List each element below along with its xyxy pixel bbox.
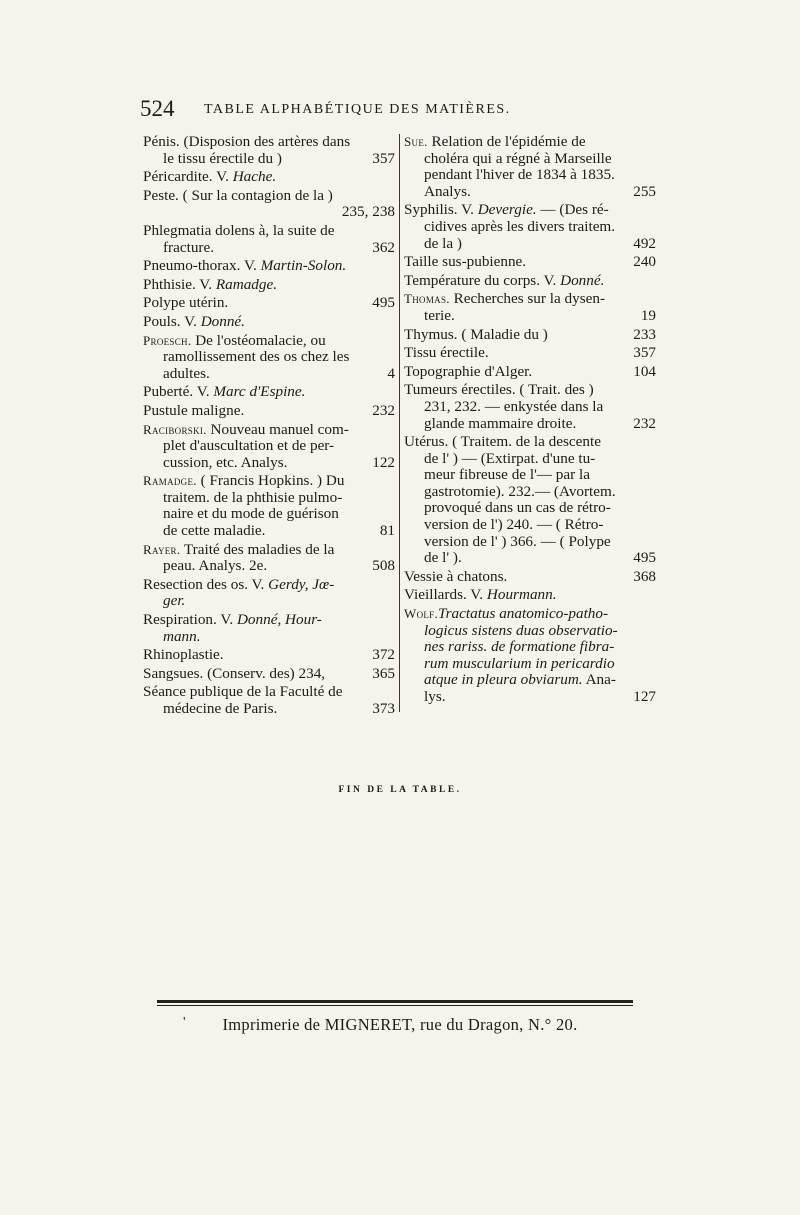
- index-line: [143, 593, 395, 610]
- index-line: [404, 587, 656, 604]
- index-line: [404, 467, 656, 484]
- entry-italic: mann.: [163, 627, 201, 645]
- entry-text: Tissu érectile.: [404, 344, 489, 362]
- column-divider: [399, 134, 400, 712]
- index-line: [143, 258, 395, 275]
- entry-author: Sue.: [404, 134, 428, 149]
- running-title: TABLE ALPHABÉTIQUE DES MATIÈRES.: [204, 102, 511, 117]
- page-reference: 492: [633, 234, 656, 252]
- index-entry: [143, 333, 395, 383]
- index-entry: [143, 223, 395, 256]
- index-line: [404, 517, 656, 534]
- page-reference: 373: [372, 700, 395, 717]
- index-entry: [404, 291, 656, 324]
- index-entry: [404, 327, 656, 344]
- index-line: [143, 506, 395, 523]
- index-line: [143, 612, 395, 629]
- entry-text: plet d'auscultation et de per-: [163, 437, 335, 455]
- page-header: [140, 96, 660, 122]
- entry-text: 231, 232. — enkystée dans la: [424, 397, 604, 415]
- entry-italic: Tractatus anatomico-patho-: [438, 605, 609, 623]
- index-line: [143, 295, 395, 312]
- entry-text: Resection des os. V.: [143, 575, 269, 593]
- index-line: [404, 327, 656, 344]
- index-line: [404, 434, 656, 451]
- printer-imprint: Imprimerie de MIGNERET, rue du Dragon, N.° 20.: [222, 1015, 578, 1034]
- index-line: [404, 273, 656, 290]
- index-line: [404, 364, 656, 381]
- entry-text-after: — (Des ré-: [536, 201, 609, 219]
- index-entry: [404, 273, 656, 290]
- page-reference: 362: [372, 238, 395, 256]
- page-reference: 122: [372, 453, 395, 471]
- index-line: [143, 223, 395, 240]
- entry-text: glande mammaire droite.: [424, 414, 577, 432]
- index-line: [143, 333, 395, 350]
- index-line: [143, 666, 395, 683]
- index-line: [143, 473, 395, 490]
- entry-text: médecine de Paris.: [163, 700, 278, 717]
- index-entry: [404, 254, 656, 271]
- entry-text: Puberté. V.: [143, 383, 214, 401]
- index-column-right: [404, 134, 656, 708]
- index-line: [143, 134, 395, 151]
- entry-author: Proesch.: [143, 332, 192, 348]
- entry-italic: Donné, Hour-: [236, 611, 322, 629]
- index-line: [404, 219, 656, 236]
- index-entry: [404, 202, 656, 252]
- entry-italic: logicus sistens duas observatio-: [424, 621, 618, 639]
- page-reference: 233: [633, 325, 656, 343]
- index-line: [143, 240, 395, 257]
- index-line: [404, 623, 656, 640]
- entry-text: peau. Analys. 2e.: [163, 557, 268, 575]
- page-reference: 4: [387, 364, 395, 382]
- entry-italic: Marc d'Espine.: [213, 383, 306, 401]
- index-entry: [404, 364, 656, 381]
- entry-text: version de l' ) 366. — ( Polype: [424, 532, 611, 550]
- entry-text: fracture.: [163, 238, 215, 256]
- entry-italic: ger.: [163, 592, 186, 610]
- index-line: [143, 684, 395, 701]
- entry-text: Pustule maligne.: [143, 401, 245, 419]
- entry-italic: Donné.: [200, 312, 245, 330]
- index-line: [143, 542, 395, 559]
- entry-text: De l'ostéomalacie, ou: [191, 331, 326, 349]
- index-line: [143, 403, 395, 420]
- index-line: [143, 455, 395, 472]
- index-line: [143, 384, 395, 401]
- entry-text-after: Ana-: [582, 671, 616, 689]
- entry-author: Rayer.: [143, 541, 181, 557]
- page-reference: 255: [633, 182, 656, 200]
- entry-text: Traité des maladies de la: [180, 540, 335, 558]
- footer-tick-mark: ': [183, 1015, 186, 1030]
- index-line: [404, 416, 656, 433]
- entry-text: terie.: [424, 306, 455, 324]
- entry-text: Tumeurs érectiles. ( Trait. des ): [404, 381, 594, 399]
- index-line: [404, 451, 656, 468]
- index-entry: [143, 684, 395, 717]
- index-entry: [143, 258, 395, 275]
- entry-text: Polype utérin.: [143, 294, 229, 312]
- entry-italic: Gerdy, Jœ-: [268, 575, 335, 593]
- index-entry: [143, 295, 395, 312]
- index-entry: [143, 188, 395, 221]
- index-line: [143, 314, 395, 331]
- index-line: [404, 184, 656, 201]
- index-entry: [143, 473, 395, 539]
- index-entry: [404, 134, 656, 200]
- index-entry: [143, 666, 395, 683]
- entry-text: Vessie à chatons.: [404, 567, 508, 585]
- index-line: [404, 151, 656, 168]
- entry-italic: atque in pleura obviarum.: [424, 671, 583, 689]
- entry-text: lys.: [424, 688, 446, 705]
- page-reference: 365: [372, 664, 395, 682]
- entry-text: naire et du mode de guérison: [163, 505, 339, 523]
- index-entry: [143, 314, 395, 331]
- entry-text: de cette maladie.: [163, 522, 266, 540]
- index-line: [404, 399, 656, 416]
- entry-text: Péricardite. V.: [143, 168, 233, 186]
- index-line: [143, 188, 395, 205]
- page-reference: 495: [372, 294, 395, 312]
- index-line: [404, 308, 656, 325]
- entry-text: meur fibreuse de l'— par la: [424, 466, 590, 484]
- entry-text: adultes.: [163, 364, 210, 382]
- page-reference: 495: [633, 549, 656, 567]
- page-reference: 240: [633, 253, 656, 271]
- index-line: [143, 701, 395, 718]
- entry-text: choléra qui a régné à Marseille: [424, 149, 612, 167]
- entry-author: Ramadge.: [143, 473, 197, 489]
- index-entry: [404, 606, 656, 706]
- index-line: [404, 202, 656, 219]
- index-entry: [143, 577, 395, 610]
- index-entry: [143, 647, 395, 664]
- page-reference: 127: [633, 688, 656, 705]
- end-of-table-label: FIN DE LA TABLE.: [338, 785, 462, 795]
- index-line: [404, 254, 656, 271]
- entry-author: Thomas.: [404, 291, 450, 307]
- index-line: [404, 500, 656, 517]
- entry-italic: rum muscularium in pericardio: [424, 654, 615, 672]
- index-entry: [404, 569, 656, 586]
- entry-text: Analys.: [424, 182, 471, 200]
- entry-text: Rhinoplastie.: [143, 646, 224, 664]
- entry-text: de la ): [424, 234, 462, 252]
- index-entry: [404, 587, 656, 604]
- entry-text: de l' ).: [424, 549, 462, 567]
- index-column-left: [143, 134, 395, 720]
- entry-text: ramollissement des os chez les: [163, 348, 350, 366]
- index-line: [143, 558, 395, 575]
- entry-text: Pneumo-thorax. V.: [143, 257, 261, 275]
- page-reference: 508: [372, 557, 395, 575]
- index-entry: [143, 403, 395, 420]
- entry-text: provoqué dans un cas de rétro-: [424, 499, 611, 517]
- index-line: [404, 167, 656, 184]
- index-entry: [404, 345, 656, 362]
- index-line: [404, 606, 656, 623]
- page-reference: 19: [640, 306, 656, 324]
- entry-text: Vieillards. V.: [404, 586, 487, 604]
- index-line: [404, 569, 656, 586]
- entry-text: Topographie d'Alger.: [404, 362, 533, 380]
- entry-italic: Hourmann.: [486, 586, 557, 604]
- entry-text: Taille sus-pubienne.: [404, 253, 527, 271]
- index-line: [404, 639, 656, 656]
- entry-text: Sangsues. (Conserv. des) 234,: [143, 664, 326, 682]
- entry-text: Phlegmatia dolens à, la suite de: [143, 221, 335, 239]
- entry-text: Recherches sur la dysen-: [449, 290, 606, 308]
- entry-italic: Donné.: [560, 271, 605, 289]
- index-entry: [143, 612, 395, 645]
- index-line: [404, 672, 656, 689]
- entry-text: Peste. ( Sur la contagion de la ): [143, 186, 333, 204]
- entry-text: pendant l'hiver de 1834 à 1835.: [424, 166, 615, 184]
- page-reference: 357: [372, 149, 395, 167]
- page-reference: 372: [372, 646, 395, 664]
- index-line: [143, 490, 395, 507]
- index-line: [404, 656, 656, 673]
- entry-text: Température du corps. V.: [404, 271, 561, 289]
- entry-text: Nouveau manuel com-: [206, 420, 349, 438]
- index-line: [404, 345, 656, 362]
- entry-italic: nes rariss. de formatione fibra-: [424, 638, 615, 656]
- page-number: 524: [140, 96, 175, 121]
- entry-text: Phthisie. V.: [143, 275, 216, 293]
- index-entry: [404, 434, 656, 567]
- index-line: [143, 349, 395, 366]
- page-reference: 357: [633, 344, 656, 362]
- index-line: [143, 204, 395, 221]
- index-line: [143, 523, 395, 540]
- entry-text: Pouls. V.: [143, 312, 201, 330]
- footer-rule-thick: [157, 1000, 633, 1003]
- index-line: [143, 366, 395, 383]
- page-reference: 104: [633, 362, 656, 380]
- page-reference: 232: [633, 414, 656, 432]
- entry-italic: Hache.: [232, 168, 277, 186]
- entry-italic: Devergie.: [477, 201, 537, 219]
- index-entry: [404, 382, 656, 432]
- entry-text: cidives après les divers traitem.: [424, 217, 616, 235]
- index-line: [143, 277, 395, 294]
- page-reference: 81: [379, 522, 395, 540]
- index-line: [143, 629, 395, 646]
- entry-text: ( Francis Hopkins. ) Du: [196, 472, 345, 490]
- index-line: [404, 534, 656, 551]
- entry-text: Séance publique de la Faculté de: [143, 683, 343, 701]
- index-line: [143, 422, 395, 439]
- entry-text: version de l') 240. — ( Rétro-: [424, 516, 604, 534]
- index-line: [143, 577, 395, 594]
- entry-text: le tissu érectile du ): [163, 149, 282, 167]
- entry-italic: Ramadge.: [215, 275, 278, 293]
- index-entry: [143, 277, 395, 294]
- index-line: [404, 291, 656, 308]
- index-line: [404, 689, 656, 706]
- page-reference: 368: [633, 567, 656, 585]
- entry-author: Raciborski.: [143, 421, 207, 437]
- index-line: [143, 438, 395, 455]
- index-line: [404, 382, 656, 399]
- index-entry: [143, 134, 395, 167]
- entry-italic: Martin-Solon.: [260, 257, 347, 275]
- index-line: [143, 169, 395, 186]
- entry-text: gastrotomie). 232.— (Avortem.: [424, 482, 616, 500]
- footer-rule-thin: [157, 1005, 633, 1006]
- entry-author: Wolf.: [404, 606, 439, 622]
- entry-text: cussion, etc. Analys.: [163, 453, 288, 471]
- index-entry: [143, 384, 395, 401]
- entry-text: de l' ) — (Extirpat. d'une tu-: [424, 449, 596, 467]
- index-line: [143, 647, 395, 664]
- entry-text: 235, 238: [341, 203, 395, 221]
- index-entry: [143, 542, 395, 575]
- page-reference: 232: [372, 401, 395, 419]
- index-entry: [143, 422, 395, 472]
- entry-text: Utérus. ( Traitem. de la descente: [404, 433, 601, 451]
- entry-text: Thymus. ( Maladie du ): [404, 325, 548, 343]
- entry-text: Relation de l'épidémie de: [427, 133, 586, 150]
- index-line: [404, 484, 656, 501]
- entry-text: Pénis. (Disposion des artères dans: [143, 133, 351, 150]
- index-entry: [143, 169, 395, 186]
- entry-text: Syphilis. V.: [404, 201, 478, 219]
- entry-text: Respiration. V.: [143, 611, 237, 629]
- entry-text: traitem. de la phthisie pulmo-: [163, 488, 343, 506]
- index-line: [143, 151, 395, 168]
- index-line: [404, 236, 656, 253]
- index-line: [404, 550, 656, 567]
- index-line: [404, 134, 656, 151]
